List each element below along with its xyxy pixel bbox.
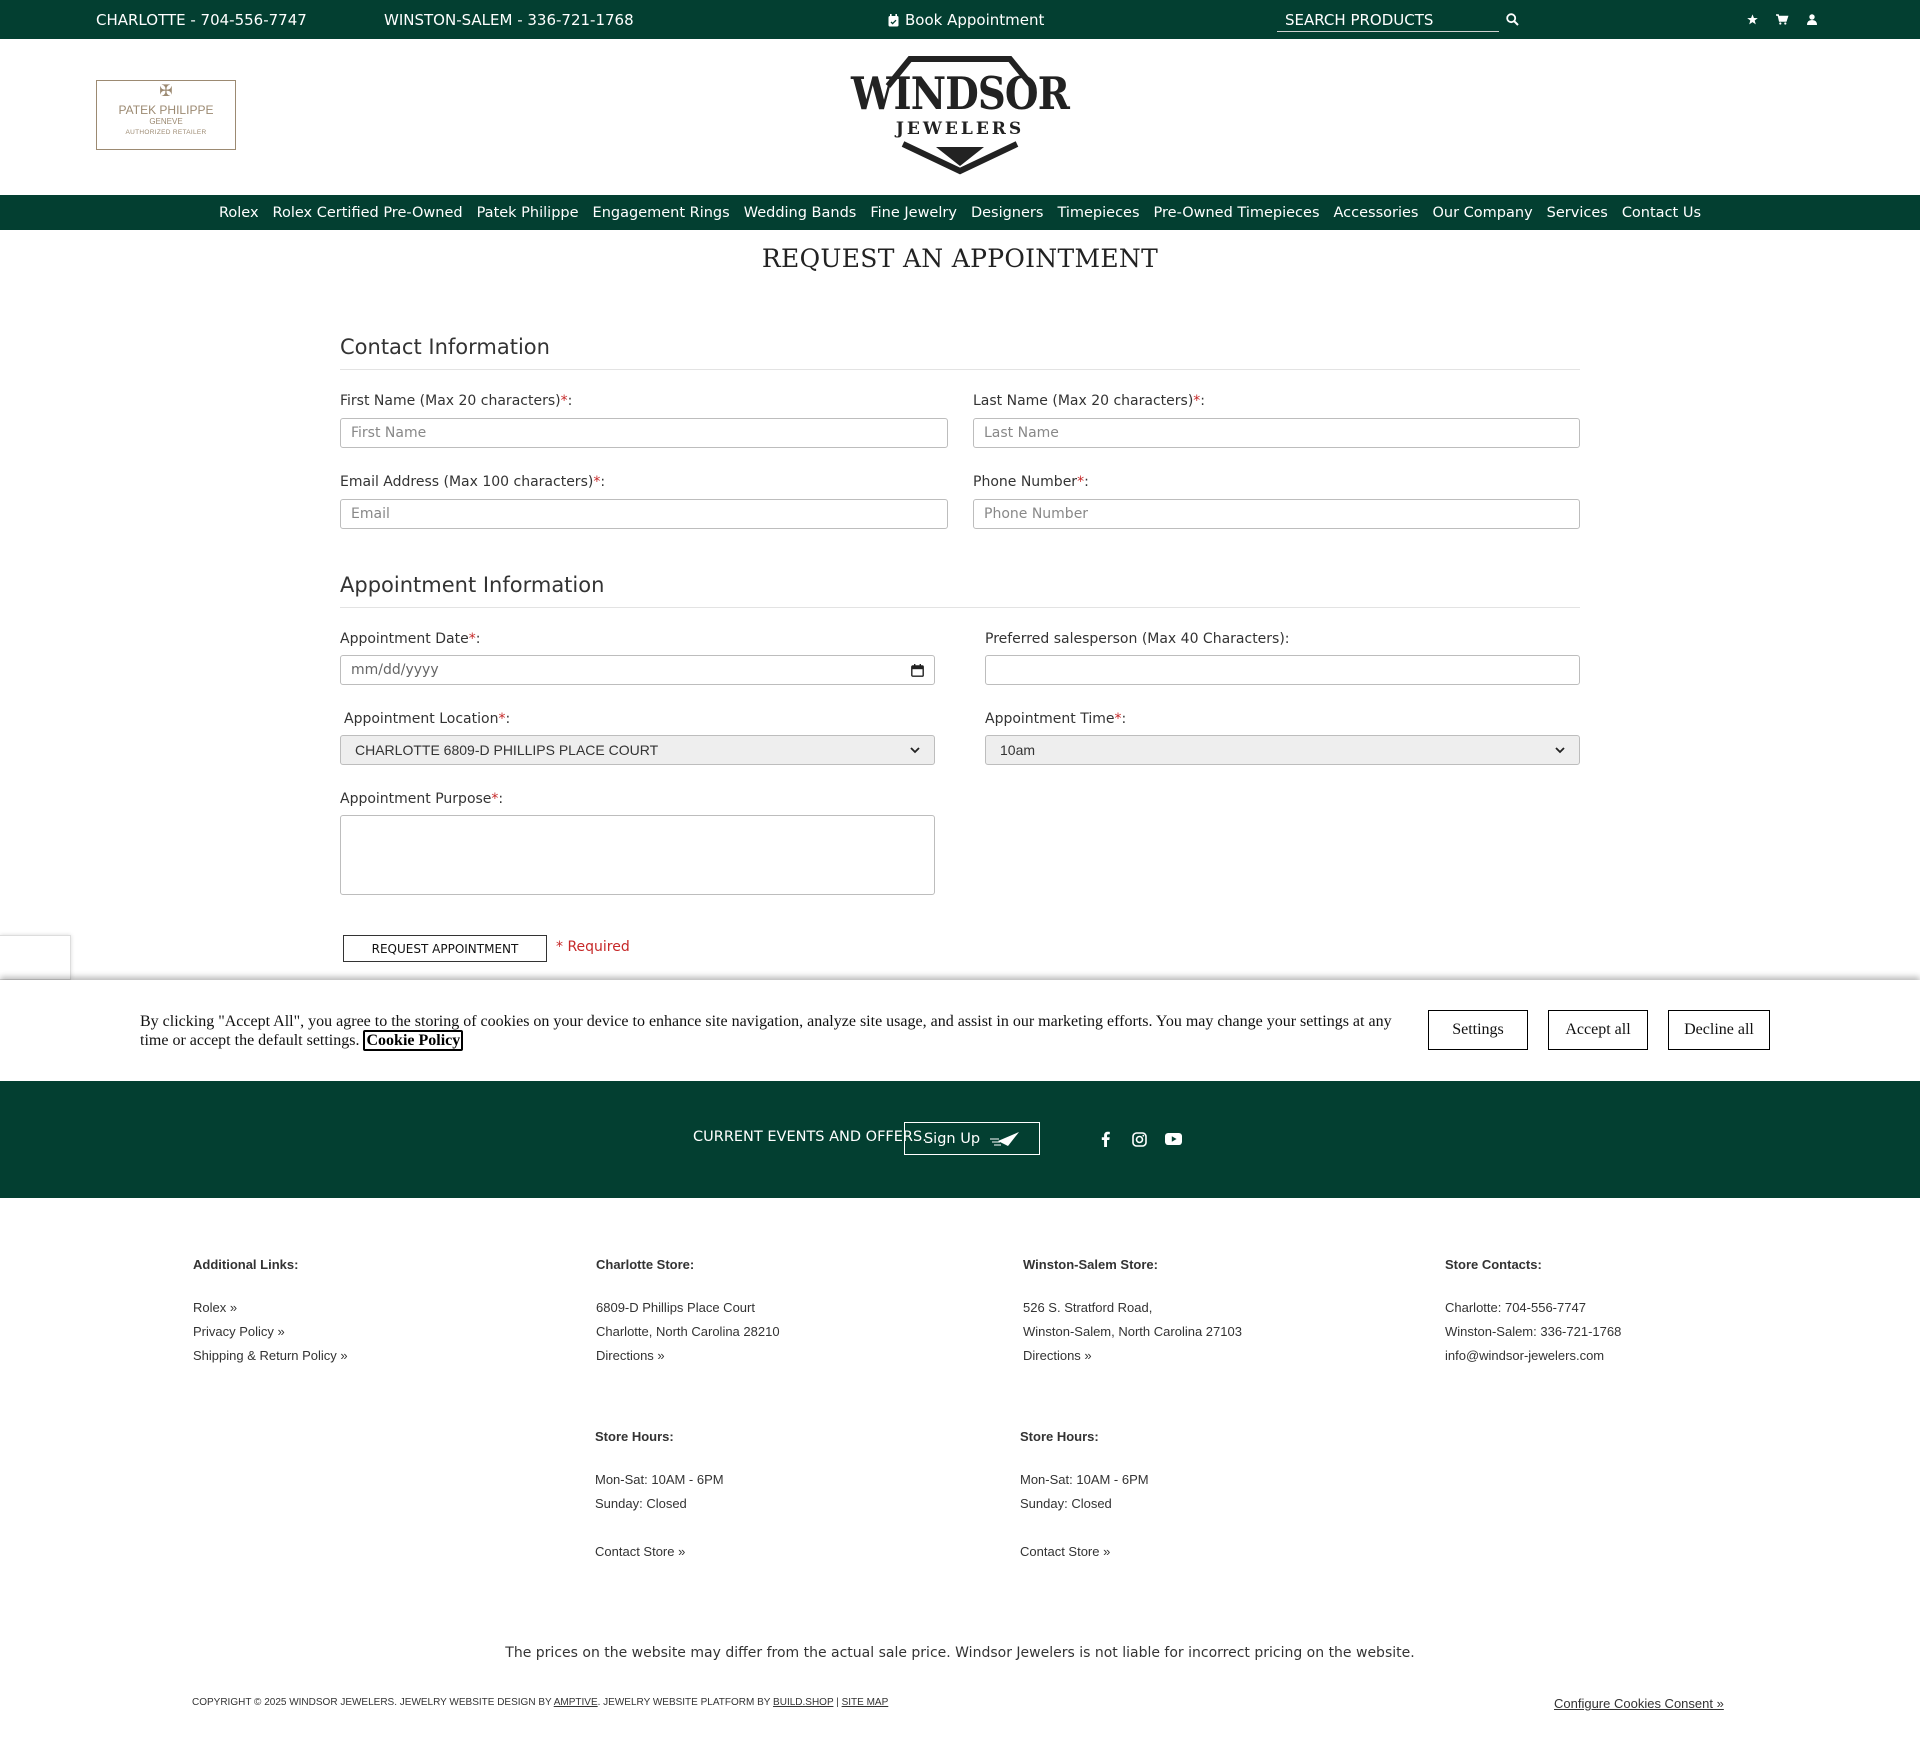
cookie-message: By clicking "Accept All", you agree to the storing of cookies on your device to enhance site navigation, analyze site usage, and assist in our marketing efforts. You may change your settings at any time or accept the default settings. [140, 1013, 1392, 1049]
nav-item-contact-us[interactable]: Contact Us [1621, 204, 1702, 221]
accept-all-button[interactable]: Accept all [1548, 1010, 1648, 1050]
salesperson-label: Preferred salesperson (Max 40 Characters): [985, 631, 1290, 647]
copyright-text: COPYRIGHT © 2025 WINDSOR JEWELERS. JEWELRY WEBSITE DESIGN BY [192, 1697, 554, 1708]
footer-additional-links [193, 1257, 348, 1368]
buildshop-link[interactable]: BUILD.SHOP [773, 1697, 834, 1708]
nav-item-fine-jewelry[interactable]: Fine Jewelry [870, 204, 957, 221]
calendar-icon [888, 14, 899, 27]
appointment-time-label: Appointment Time*: [985, 711, 1127, 727]
current-events-text: CURRENT EVENTS AND OFFERS. [693, 1129, 927, 1145]
footer-charlotte-store [596, 1257, 780, 1368]
patek-name: PATEK PHILIPPE [118, 103, 214, 117]
cookie-settings-button[interactable]: Settings [1428, 1010, 1528, 1050]
nav-item-rolex-certified-pre-owned[interactable]: Rolex Certified Pre-Owned [272, 204, 463, 221]
main-nav [0, 195, 1920, 230]
footer-link-privacy[interactable]: Privacy Policy » [193, 1324, 285, 1339]
patek-tag: AUTHORIZED RETAILER [125, 129, 207, 136]
nav-item-accessories[interactable]: Accessories [1333, 204, 1419, 221]
footer-charlotte-hours [595, 1429, 724, 1564]
nav-item-patek-philippe[interactable]: Patek Philippe [476, 204, 579, 221]
phone-label: Phone Number*: [973, 474, 1089, 490]
sign-up-button[interactable] [904, 1122, 1040, 1155]
salesperson-field[interactable] [985, 655, 1580, 685]
store-contacts-heading: Store Contacts: [1445, 1257, 1542, 1272]
contact-email[interactable]: info@windsor-jewelers.com [1445, 1348, 1605, 1363]
winston-contact-store-link[interactable]: Contact Store » [1020, 1544, 1111, 1559]
footer-link-shipping[interactable]: Shipping & Return Policy » [193, 1348, 348, 1363]
patek-city: GENEVE [149, 117, 183, 126]
windsor-jewelers-logo[interactable] [848, 56, 1072, 173]
last-name-label: Last Name (Max 20 characters)*: [973, 393, 1205, 409]
email-field[interactable] [340, 499, 948, 529]
charlotte-hours-sunday: Sunday: Closed [595, 1496, 687, 1511]
contact-information-heading: Contact Information [340, 335, 1580, 370]
copyright-line [192, 1697, 888, 1708]
newsletter-band [0, 1081, 1920, 1198]
page-title: REQUEST AN APPOINTMENT [761, 244, 1159, 273]
nav-item-wedding-bands[interactable]: Wedding Bands [743, 204, 857, 221]
facebook-icon[interactable] [1096, 1130, 1114, 1148]
first-name-field[interactable] [340, 418, 948, 448]
winston-hours-sunday: Sunday: Closed [1020, 1496, 1112, 1511]
cart-icon[interactable] [1774, 11, 1790, 27]
appointment-information-heading: Appointment Information [340, 573, 1580, 608]
nav-item-pre-owned-timepieces[interactable]: Pre-Owned Timepieces [1153, 204, 1320, 221]
star-icon[interactable] [1744, 11, 1760, 27]
book-appointment-link[interactable] [888, 11, 1044, 29]
decline-all-button[interactable]: Decline all [1668, 1010, 1770, 1050]
top-bar [0, 0, 1920, 39]
search-input[interactable] [1277, 8, 1499, 32]
charlotte-address-line2: Charlotte, North Carolina 28210 [596, 1324, 780, 1339]
required-note: * Required [556, 939, 630, 955]
nav-item-services[interactable]: Services [1546, 204, 1608, 221]
charlotte-store-heading: Charlotte Store: [596, 1257, 695, 1272]
winston-address-line1: 526 S. Stratford Road, [1023, 1300, 1153, 1315]
patek-philippe-retailer-badge[interactable] [96, 80, 236, 150]
book-appointment-label: Book Appointment [905, 11, 1045, 29]
appointment-date-field[interactable] [340, 655, 935, 685]
copyright-separator: | [833, 1697, 842, 1708]
appointment-location-label: Appointment Location*: [344, 711, 511, 727]
last-name-field[interactable] [973, 418, 1580, 448]
winston-hours-weekday: Mon-Sat: 10AM - 6PM [1020, 1472, 1149, 1487]
charlotte-directions-link[interactable]: Directions » [596, 1348, 665, 1363]
footer-winston-hours [1020, 1429, 1149, 1564]
charlotte-hours-heading: Store Hours: [595, 1429, 674, 1444]
chevron-down-icon [910, 747, 920, 754]
first-name-label: First Name (Max 20 characters)*: [340, 393, 573, 409]
logo-jewelers-text: JEWELERS [895, 119, 1025, 139]
patek-cross-icon: ✠ [159, 83, 173, 100]
footer-winston-store [1023, 1257, 1242, 1368]
nav-item-our-company[interactable]: Our Company [1432, 204, 1533, 221]
cookie-policy-link[interactable]: Cookie Policy [363, 1030, 463, 1051]
appointment-purpose-field[interactable] [340, 815, 935, 895]
charlotte-contact-store-link[interactable]: Contact Store » [595, 1544, 686, 1559]
appointment-time-select[interactable] [985, 735, 1580, 765]
copyright-mid: . JEWELRY WEBSITE PLATFORM BY [597, 1697, 774, 1708]
site-map-link[interactable]: SITE MAP [841, 1697, 889, 1708]
amptive-link[interactable]: AMPTIVE [553, 1697, 598, 1708]
phone-field[interactable] [973, 499, 1580, 529]
paper-plane-icon [990, 1131, 1020, 1147]
winston-salem-phone-link[interactable]: WINSTON-SALEM - 336-721-1768 [384, 11, 634, 29]
nav-item-engagement-rings[interactable]: Engagement Rings [592, 204, 730, 221]
winston-store-heading: Winston-Salem Store: [1023, 1257, 1158, 1272]
calendar-picker-icon[interactable] [911, 664, 924, 677]
pricing-disclaimer: The prices on the website may differ from the actual sale price. Windsor Jewelers is not liable for incorrect pricing on the website. [505, 1645, 1415, 1661]
appointment-date-label: Appointment Date*: [340, 631, 481, 647]
email-label: Email Address (Max 100 characters)*: [340, 474, 606, 490]
nav-item-timepieces[interactable]: Timepieces [1057, 204, 1140, 221]
winston-hours-heading: Store Hours: [1020, 1429, 1099, 1444]
side-widget-tab[interactable] [0, 935, 71, 980]
cookie-banner [0, 980, 1920, 1081]
sign-up-label: Sign Up [923, 1130, 981, 1147]
youtube-icon[interactable] [1164, 1130, 1182, 1148]
search-icon[interactable] [1504, 11, 1520, 27]
footer-store-contacts [1445, 1257, 1621, 1368]
appointment-purpose-label: Appointment Purpose*: [340, 791, 504, 807]
appointment-location-select[interactable] [340, 735, 935, 765]
contact-charlotte-phone[interactable]: Charlotte: 704-556-7747 [1445, 1300, 1586, 1315]
configure-cookies-link[interactable]: Configure Cookies Consent » [1554, 1696, 1724, 1711]
nav-item-designers[interactable]: Designers [970, 204, 1044, 221]
additional-links-heading: Additional Links: [193, 1257, 299, 1272]
charlotte-phone-link[interactable]: CHARLOTTE - 704-556-7747 [96, 11, 307, 29]
instagram-icon[interactable] [1130, 1130, 1148, 1148]
footer-link-rolex[interactable]: Rolex » [193, 1300, 238, 1315]
request-appointment-button[interactable]: REQUEST APPOINTMENT [343, 935, 547, 962]
nav-item-rolex[interactable]: Rolex [218, 204, 259, 221]
cookie-text [140, 1012, 1400, 1050]
charlotte-hours-weekday: Mon-Sat: 10AM - 6PM [595, 1472, 724, 1487]
appointment-location-value: CHARLOTTE 6809-D PHILLIPS PLACE COURT [355, 742, 659, 758]
appointment-time-value: 10am [1000, 742, 1036, 758]
contact-winston-phone[interactable]: Winston-Salem: 336-721-1768 [1445, 1324, 1622, 1339]
charlotte-address-line1: 6809-D Phillips Place Court [596, 1300, 755, 1315]
winston-directions-link[interactable]: Directions » [1023, 1348, 1092, 1363]
appointment-date-value: mm/dd/yyyy [351, 662, 439, 678]
user-icon[interactable] [1804, 11, 1820, 27]
winston-address-line2: Winston-Salem, North Carolina 27103 [1023, 1324, 1242, 1339]
chevron-down-icon [1555, 747, 1565, 754]
logo-windsor-text: WINDSOR [850, 67, 1071, 120]
